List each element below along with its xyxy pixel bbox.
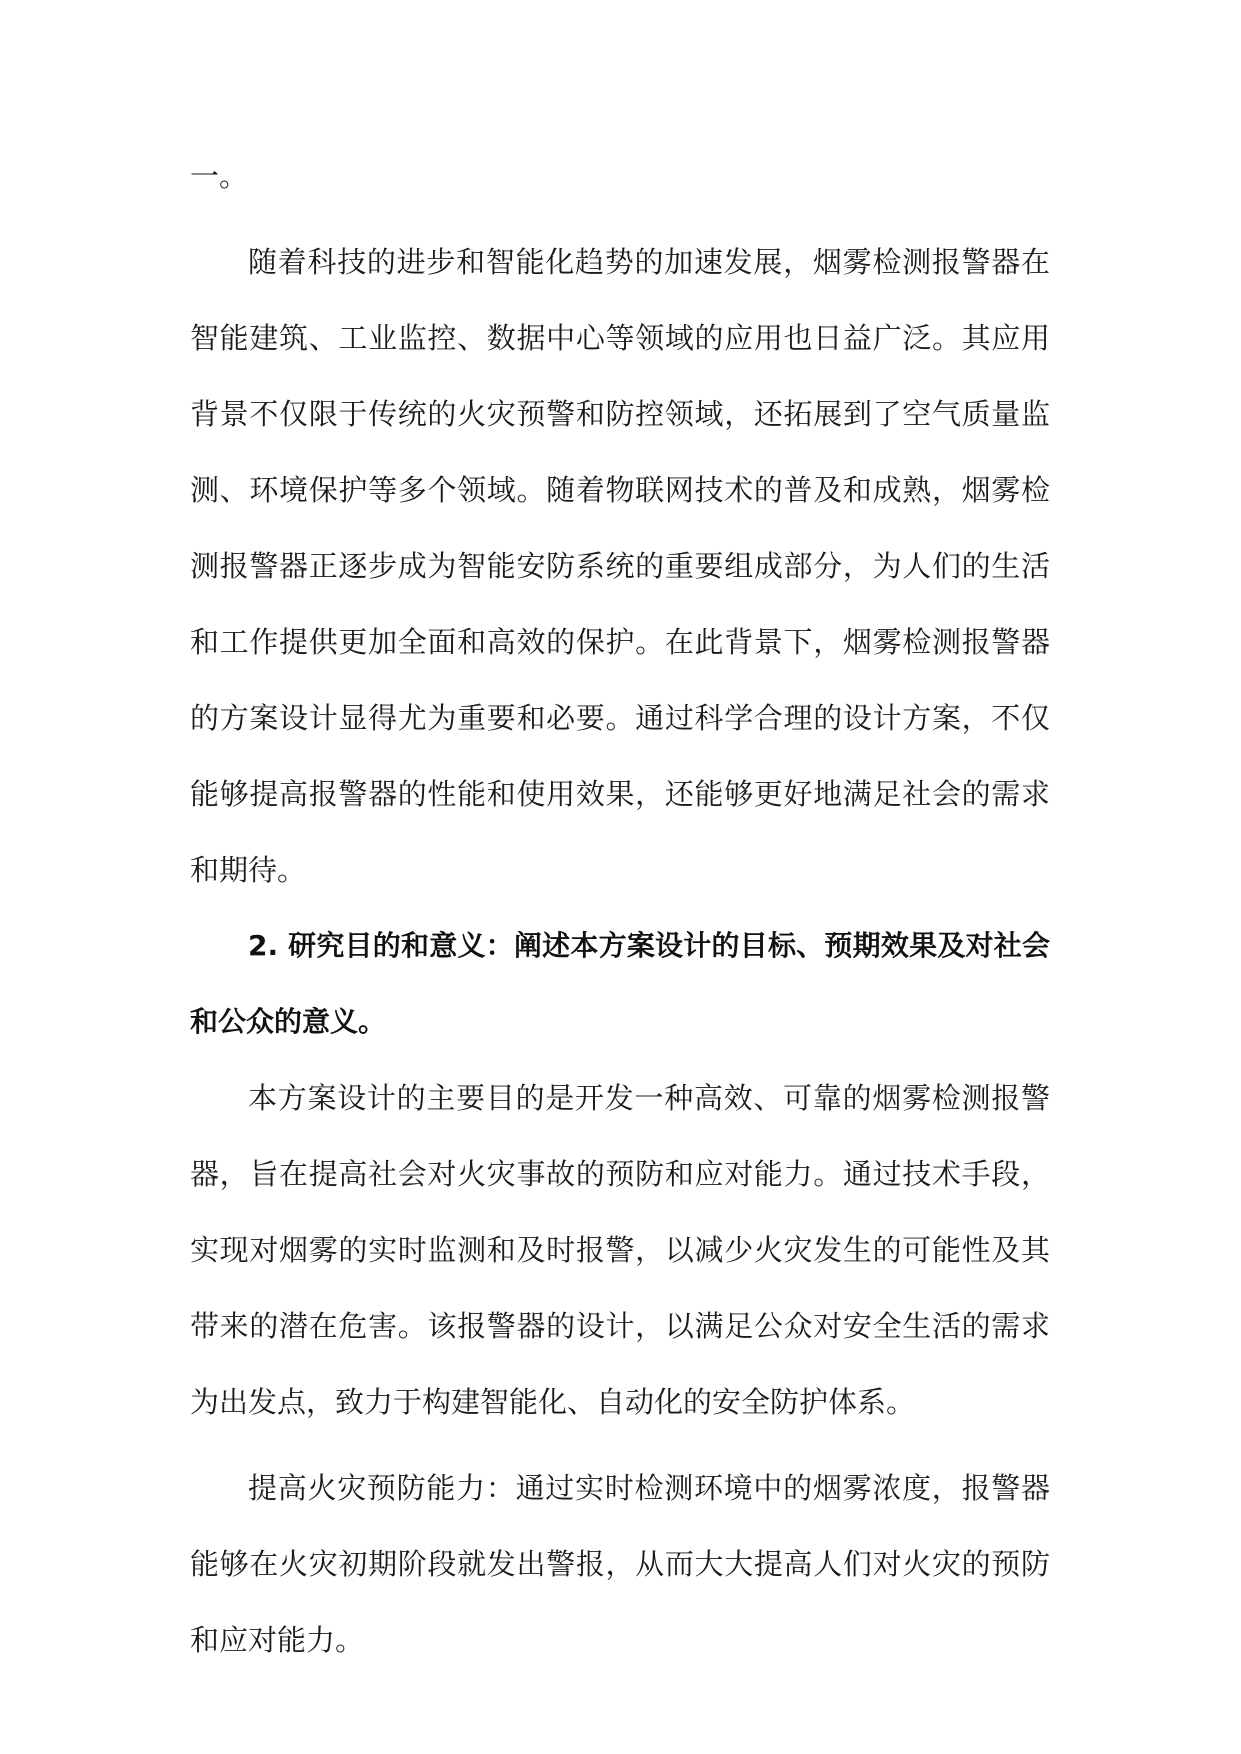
document-body — [190, 138, 1050, 1678]
paragraph-continuation: 一。 — [190, 159, 249, 193]
paragraph-fire-prevention: 提高火灾预防能力：通过实时检测环境中的烟雾浓度，报警器能够在火灾初期阶段就发出警报，从而大大提高人们对火灾的预防和应对能力。 — [190, 1471, 1050, 1657]
section-heading: 2. 研究目的和意义：阐述本方案设计的目标、预期效果及对社会和公众的意义。 — [190, 929, 1050, 1038]
paragraph-purpose: 本方案设计的主要目的是开发一种高效、可靠的烟雾检测报警器，旨在提高社会对火灾事故的预防和应对能力。通过技术手段，实现对烟雾的实时监测和及时报警，以减少火灾发生的可能性及其带来的潜在危害。该报警器的设计，以满足公众对安全生活的需求为出发点，致力于构建智能化、自动化的安全防护体系。 — [190, 1081, 1050, 1419]
paragraph-background: 随着科技的进步和智能化趋势的加速发展，烟雾检测报警器在智能建筑、工业监控、数据中心等领域的应用也日益广泛。其应用背景不仅限于传统的火灾预警和防控领域，还拓展到了空气质量监测、环境保护等多个领域。随着物联网技术的普及和成熟，烟雾检测报警器正逐步成为智能安防系统的重要组成部分，为人们的生活和工作提供更加全面和高效的保护。在此背景下，烟雾检测报警器的方案设计显得尤为重要和必要。通过科学合理的设计方案，不仅能够提高报警器的性能和使用效果，还能够更好地满足社会的需求和期待。 — [190, 245, 1050, 887]
